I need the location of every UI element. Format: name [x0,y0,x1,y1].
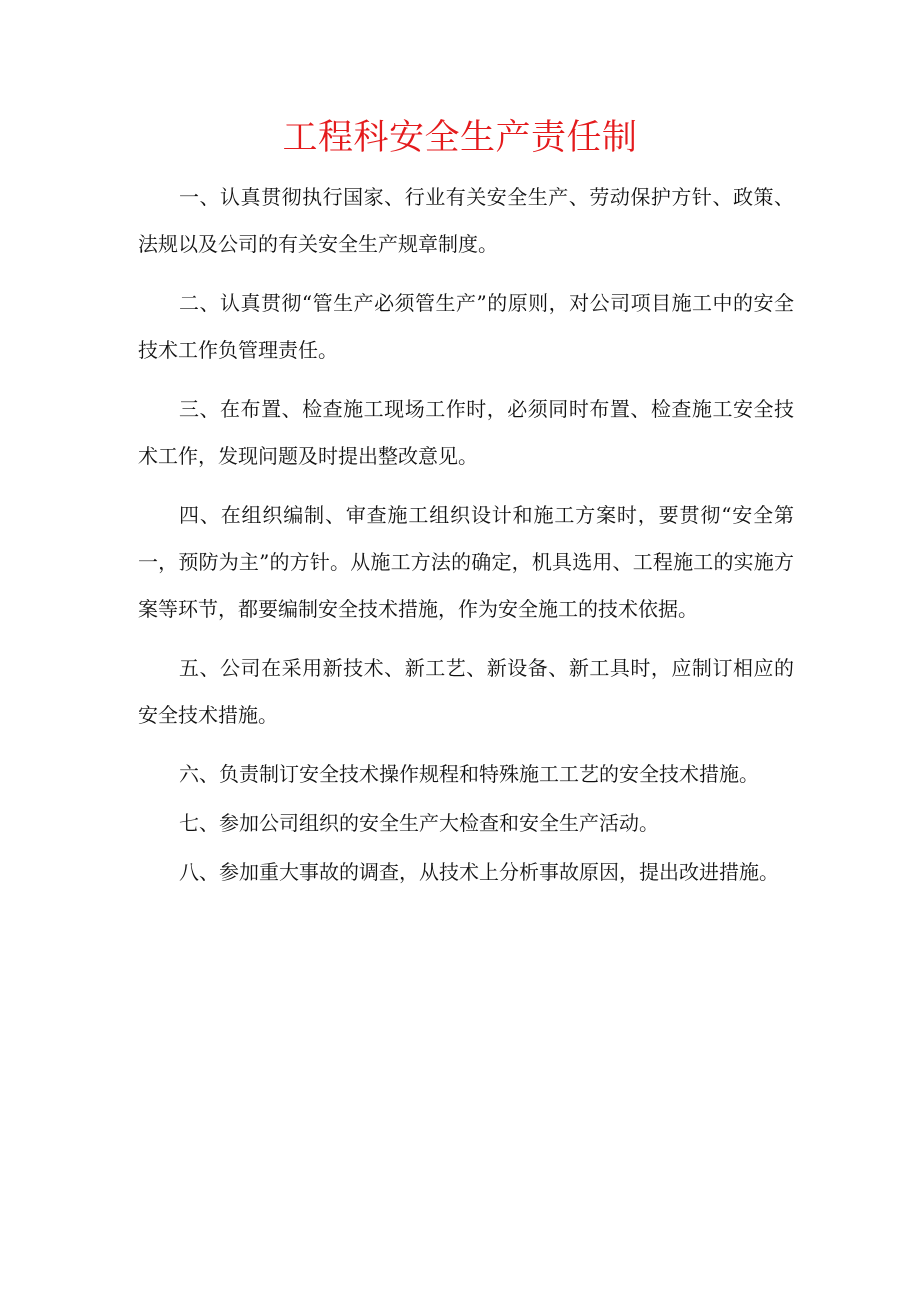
document-title: 工程科安全生产责任制 [282,118,638,158]
document-body [138,174,794,898]
clause-2: 二、认真贯彻“管生产必须管生产”的原则，对公司项目施工中的安全技术工作负管理责任。 [138,291,794,362]
clause-8: 八、参加重大事故的调查，从技术上分析事故原因，提出改进措施。 [179,860,779,884]
clause-1: 一、认真贯彻执行国家、行业有关安全生产、劳动保护方针、政策、法规以及公司的有关安全生产规章制度。 [138,185,794,256]
clause-5: 五、公司在采用新技术、新工艺、新设备、新工具时，应制订相应的安全技术措施。 [138,656,794,727]
clause-4: 四、在组织编制、审查施工组织设计和施工方案时，要贯彻“安全第一，预防为主”的方针。从施工方法的确定，机具选用、工程施工的实施方案等环节，都要编制安全技术措施，作为安全施工的技术依据。 [138,503,794,621]
clause-6: 六、负责制订安全技术操作规程和特殊施工工艺的安全技术措施。 [179,762,759,786]
clause-7: 七、参加公司组织的安全生产大检查和安全生产活动。 [179,811,659,835]
clause-3: 三、在布置、检查施工现场工作时，必须同时布置、检查施工安全技术工作，发现问题及时提出整改意见。 [138,397,794,468]
